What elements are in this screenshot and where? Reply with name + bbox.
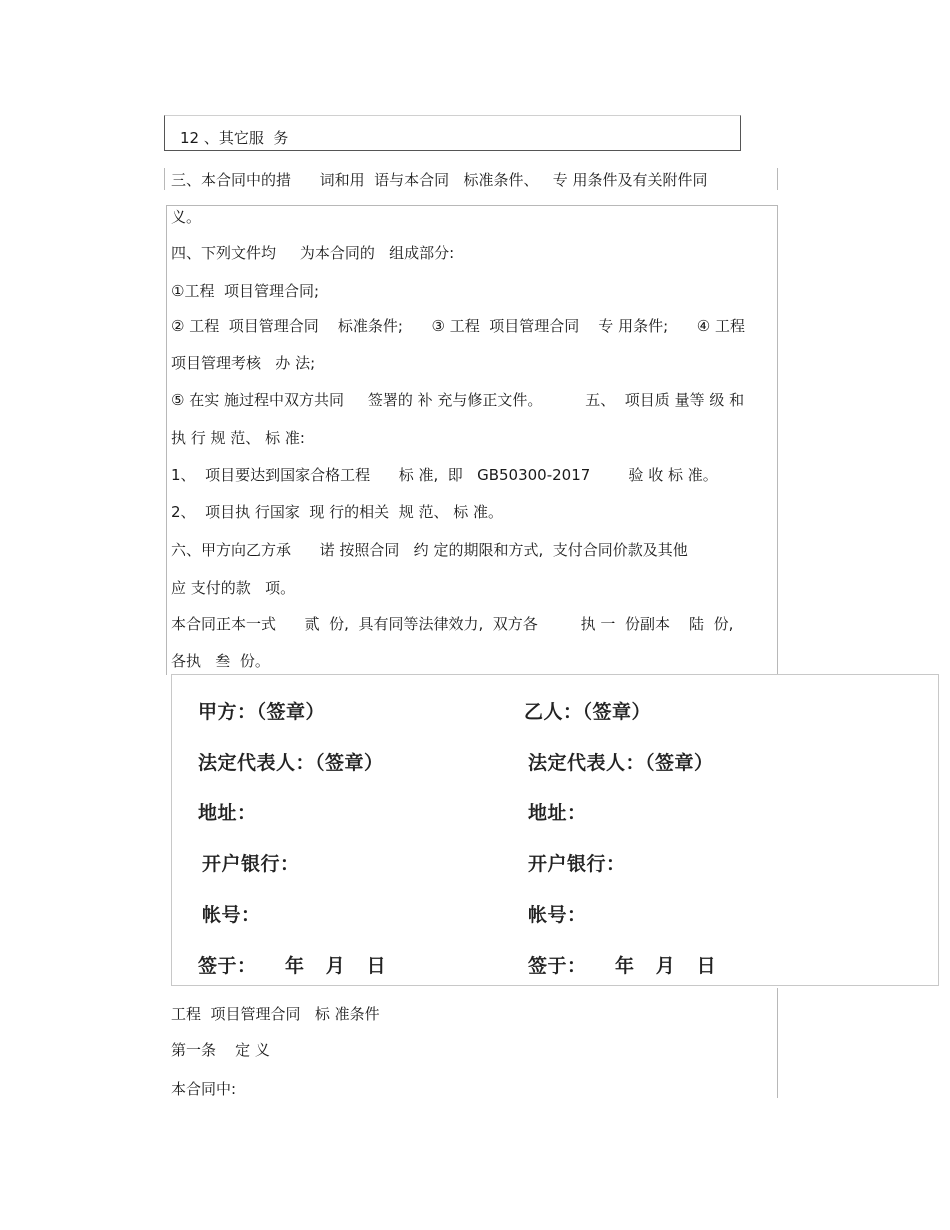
clause-3: 三、本合同中的措 词和用 语与本合同 标准条件、 专 用条件及有关附件同 bbox=[171, 171, 708, 189]
border-right-1 bbox=[777, 168, 778, 190]
date-b: 签于： 年 月 日 bbox=[528, 955, 717, 977]
bank-a: 开户银行： bbox=[202, 853, 300, 875]
in-this-contract: 本合同中: bbox=[171, 1080, 237, 1098]
border-left-1 bbox=[164, 168, 165, 190]
item-12-text: 12 、其它服 务 bbox=[180, 129, 289, 147]
address-b: 地址： bbox=[528, 802, 587, 824]
bank-b: 开户银行： bbox=[528, 853, 626, 875]
account-b: 帐号： bbox=[528, 904, 587, 926]
doc-item-5-clause-5: ⑤ 在实 施过程中双方共同 签署的 补 充与修正文件。 五、 项目质 量等 级 和 bbox=[171, 391, 745, 409]
doc-item-4-cont: 项目管理考核 办 法; bbox=[171, 354, 316, 372]
clause-3-cont: 义。 bbox=[171, 208, 202, 226]
party-b-sign: 乙人：（签章） bbox=[524, 701, 652, 723]
clause-6: 六、甲方向乙方承 诺 按照合同 约 定的期限和方式, 支付合同价款及其他 bbox=[171, 541, 688, 559]
standard-2: 2、 项目执 行国家 现 行的相关 规 范、 标 准。 bbox=[171, 503, 503, 521]
date-a: 签于： 年 月 日 bbox=[198, 955, 387, 977]
border-left-2 bbox=[166, 205, 167, 675]
signature-block bbox=[171, 674, 939, 986]
rep-b-sign: 法定代表人：（签章） bbox=[528, 752, 714, 774]
border-right-3 bbox=[777, 988, 778, 1098]
doc-items-2-4: ② 工程 项目管理合同 标准条件; ③ 工程 项目管理合同 专 用条件; ④ 工程 bbox=[171, 317, 745, 335]
clause-5-cont: 执 行 规 范、 标 准: bbox=[171, 429, 305, 447]
standard-1: 1、 项目要达到国家合格工程 标 准, 即 GB50300-2017 验 收 标 准。 bbox=[171, 466, 718, 484]
standard-conditions-title: 工程 项目管理合同 标 准条件 bbox=[171, 1005, 380, 1023]
doc-item-1: ①工程 项目管理合同; bbox=[171, 282, 320, 300]
account-a: 帐号： bbox=[202, 904, 261, 926]
clause-4: 四、下列文件均 为本合同的 组成部分: bbox=[171, 244, 455, 262]
border-right-2 bbox=[777, 205, 778, 675]
party-a-sign: 甲方：（签章） bbox=[198, 701, 326, 723]
rep-a-sign: 法定代表人：（签章） bbox=[198, 752, 384, 774]
clause-6-cont: 应 支付的款 项。 bbox=[171, 579, 296, 597]
address-a: 地址： bbox=[198, 802, 257, 824]
article-1-heading: 第一条 定 义 bbox=[171, 1041, 270, 1059]
copies-clause: 本合同正本一式 贰 份, 具有同等法律效力, 双方各 执 一 份副本 陆 份, bbox=[171, 615, 734, 633]
border-top-2 bbox=[166, 205, 778, 206]
copies-clause-cont: 各执 叁 份。 bbox=[171, 652, 270, 670]
